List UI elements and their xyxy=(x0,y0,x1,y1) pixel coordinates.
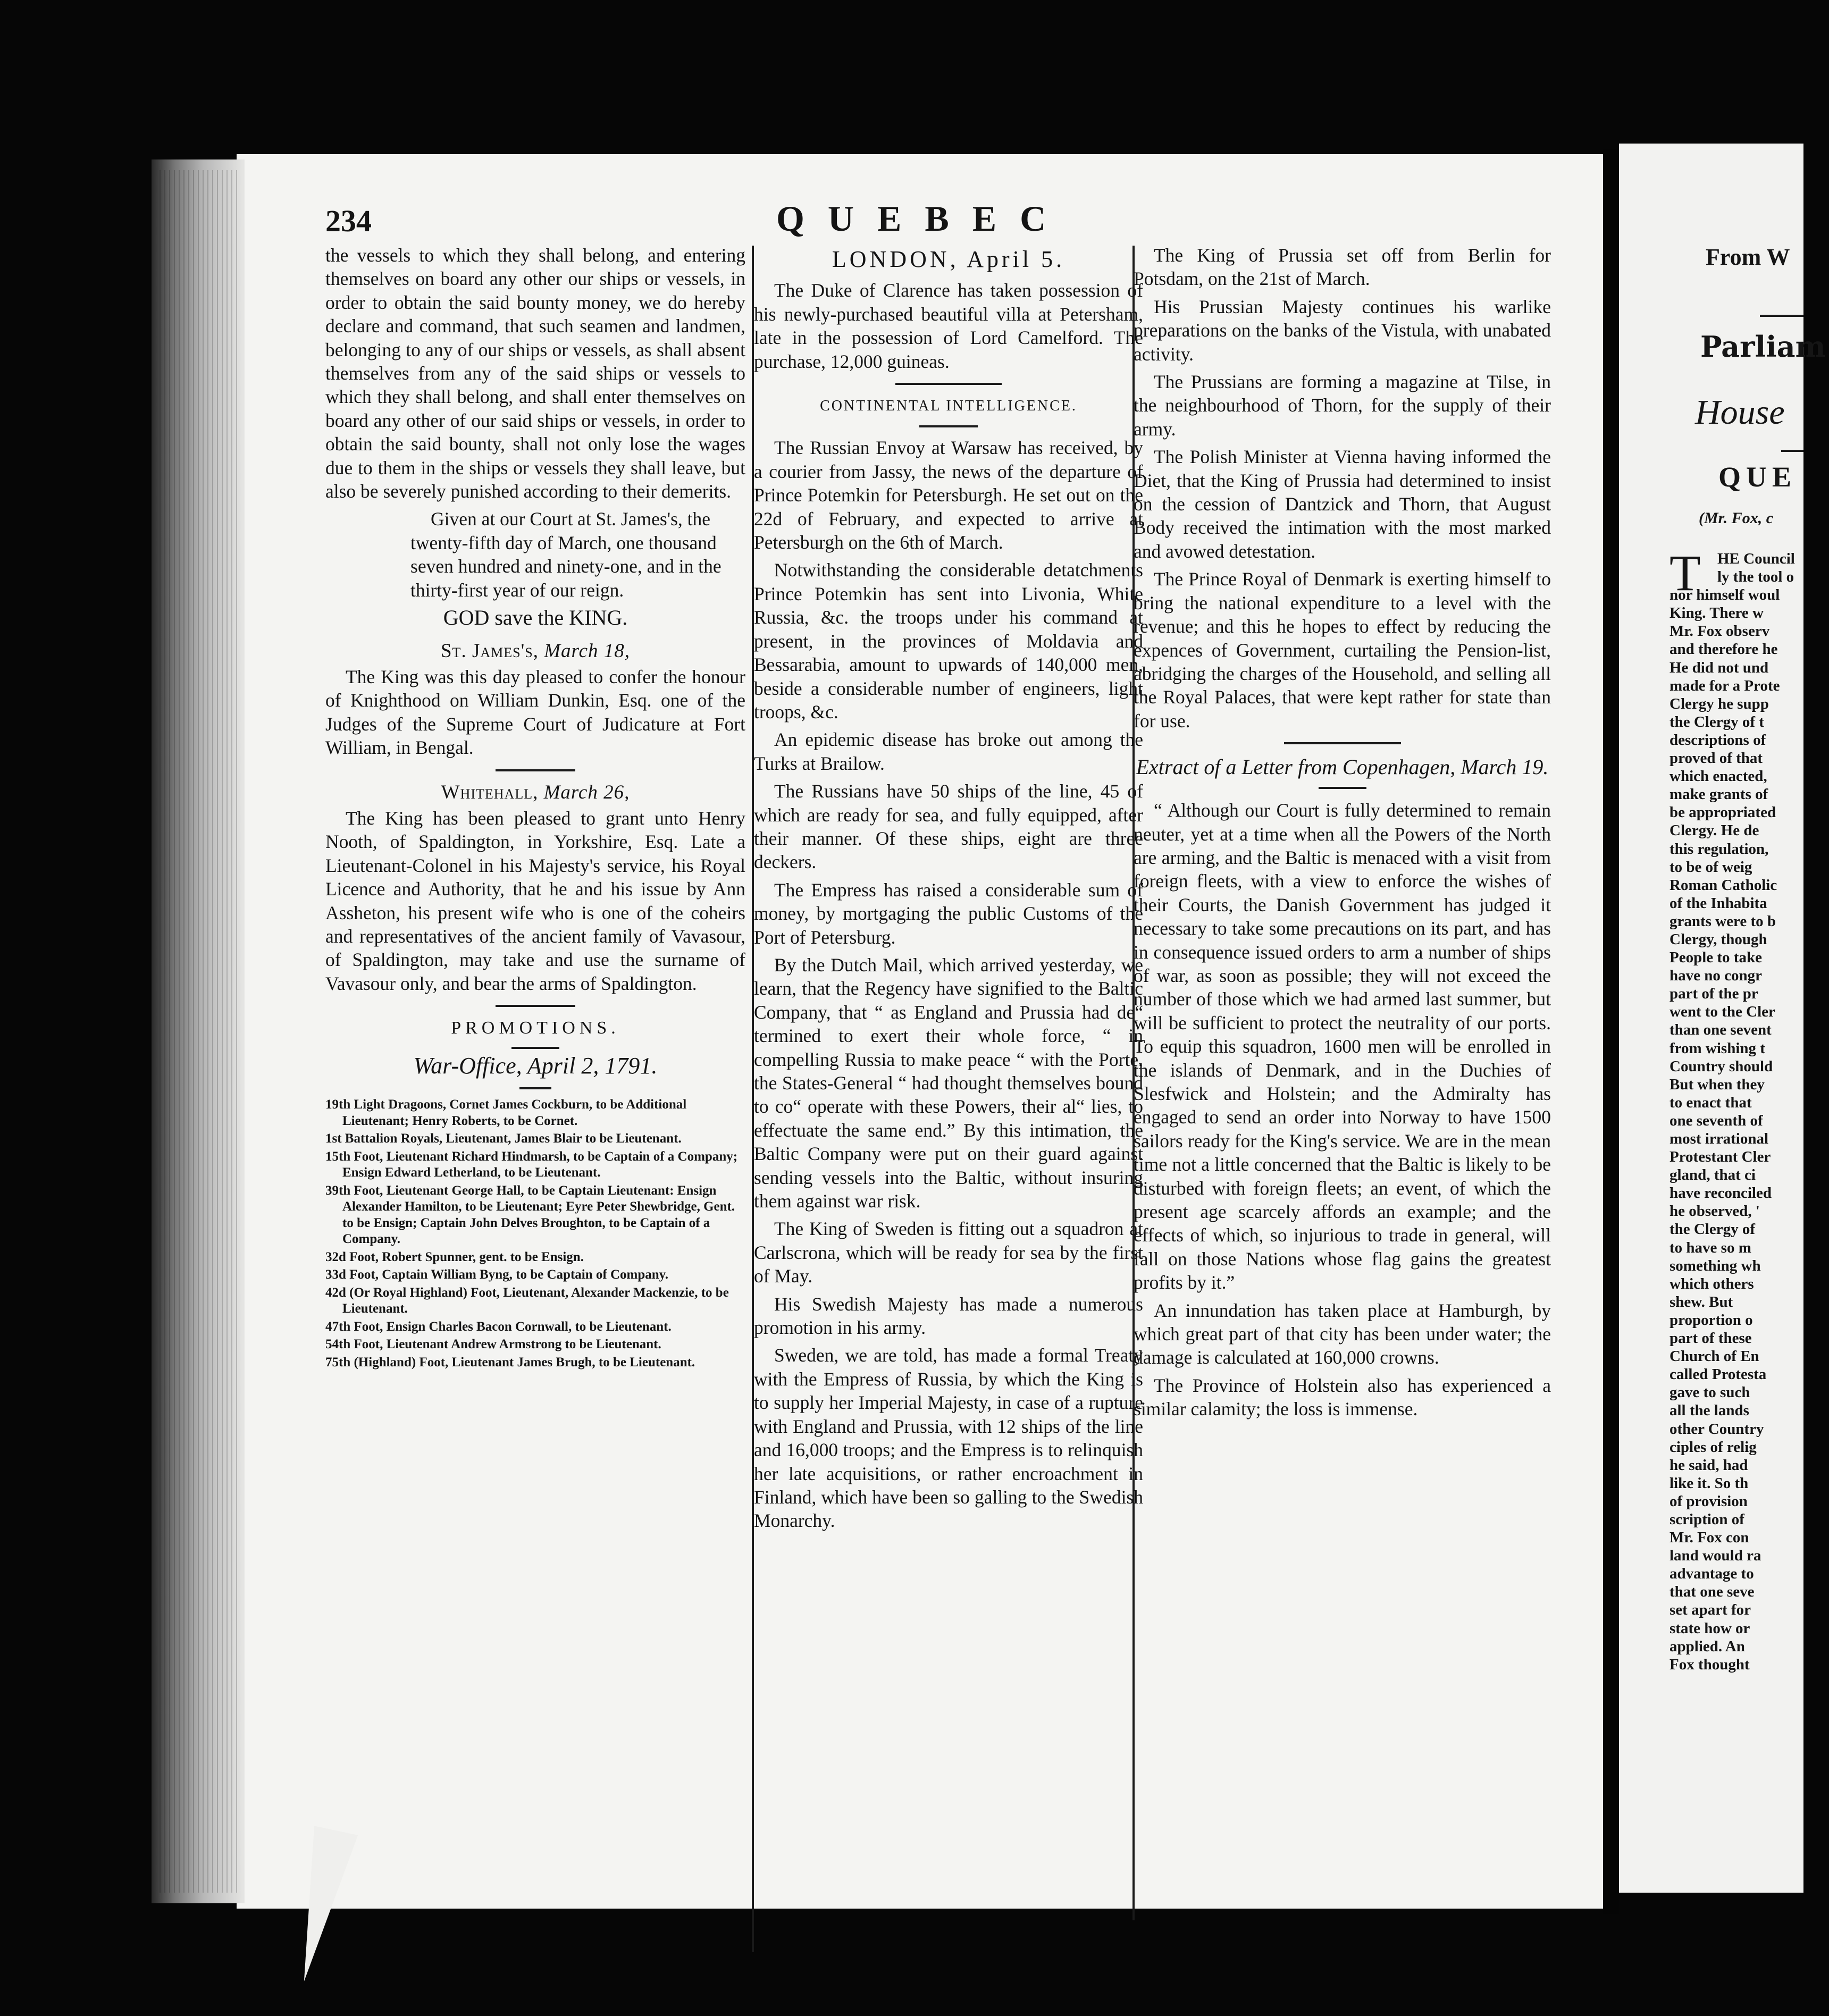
facing-page-line: went to the Cler xyxy=(1669,1003,1775,1021)
section-rule xyxy=(895,383,1002,385)
facing-page-line: called Protesta xyxy=(1669,1366,1767,1383)
facing-page-line: Clergy. He de xyxy=(1669,822,1759,839)
facing-page-line: which enacted, xyxy=(1669,768,1767,785)
facing-page-line: make grants of xyxy=(1669,786,1768,803)
continental-paragraph: The King of Sweden is fitting out a squadron at Carlscrona, which will be ready for sea by the first of May. xyxy=(754,1218,1143,1287)
continental-paragraph: An epidemic disease has broke out among the Turks at Brailow. xyxy=(754,729,1143,774)
facing-page-rule xyxy=(1781,450,1803,452)
page-divider xyxy=(1603,149,1619,1914)
promotion-item: 19th Light Dragoons, Cornet James Cockburn, to be Additional Lieutenant; Henry Roberts, to be Cornet. xyxy=(325,1097,687,1128)
column-1 xyxy=(325,243,745,1372)
facing-page-line: ciples of relig xyxy=(1669,1438,1757,1456)
news-paragraph: His Prussian Majesty continues his warlike preparations on the banks of the Vistula, with unabated activity. xyxy=(1134,296,1551,365)
facing-page-line: made for a Prote xyxy=(1669,677,1780,694)
facing-page-line: ly the tool o xyxy=(1717,568,1794,586)
facing-page-line: and therefore he xyxy=(1669,641,1778,658)
promotion-item: 54th Foot, Lieutenant Andrew Armstrong to be Lieutenant. xyxy=(325,1337,661,1351)
continental-paragraph: The Russian Envoy at Warsaw has received, by a courier from Jassy, the news of the departure of Prince Potemkin for Petersburgh. He set out on the 22d of February, and expected to arrive at Petersburgh on the 6th of March. xyxy=(754,437,1143,553)
stjames-dateline xyxy=(325,640,745,663)
facing-page-line: be appropriated xyxy=(1669,804,1776,821)
section-rule xyxy=(1284,742,1401,744)
facing-page-line: he said, had xyxy=(1669,1456,1748,1474)
facing-page-line: have no congr xyxy=(1669,967,1762,985)
facing-page-body xyxy=(1669,544,1829,1674)
whitehall-notice: The King has been pleased to grant unto Henry Nooth, of Spaldington, in Yorkshire, Esq. Late a Lieutenant-Colonel in his Majesty's service, his Royal Licence and Authority, that he and his issue by Ann Assheton, his present wife who is one of the coheirs and representatives of the ancient family of Vavasour, of Spaldington, may take and use the surname of Vavasour only, and bear the arms of Spaldington. xyxy=(325,807,745,994)
continental-paragraph: His Swedish Majesty has made a numerous promotion in his army. xyxy=(754,1293,1143,1339)
section-rule xyxy=(919,425,978,427)
facing-page-line: other Country xyxy=(1669,1420,1764,1438)
facing-page-line: Clergy he supp xyxy=(1669,695,1769,712)
facing-page-line: proportion o xyxy=(1669,1311,1753,1329)
facing-page-line: most irrational xyxy=(1669,1130,1769,1147)
facing-page-line: proved of that xyxy=(1669,750,1763,767)
facing-page-line: People to take xyxy=(1669,949,1762,967)
facing-page-line: this regulation, xyxy=(1669,840,1769,858)
stjames-notice: The King was this day pleased to confer the honour of Knighthood on William Dunkin, Esq. one of the Judges of the Supreme Court of Judicature at Fort William, in Bengal. xyxy=(325,666,745,759)
news-paragraph: The Province of Holstein also has experienced a similar calamity; the loss is immense. xyxy=(1134,1374,1551,1420)
facing-page-line: But when they xyxy=(1669,1076,1765,1093)
promotion-item: 42d (Or Royal Highland) Foot, Lieutenant, Alexander Mackenzie, to be Lieutenant. xyxy=(325,1285,729,1316)
news-paragraph: The Polish Minister at Vienna having informed the Diet, that the King of Prussia had determined to insist on the cession of Dantzick and Thorn, that August Body received the intimation with the most marked and avowed detestation. xyxy=(1134,446,1551,562)
continental-heading: CONTINENTAL INTELLIGENCE. xyxy=(820,398,1077,415)
proclamation-continuation: the vessels to which they shall belong, and entering themselves on board any other our ships or vessels, in order to obtain the said bounty money, we do hereby declare and command, that such seamen and landmen, belonging to any of our ships or vessels, as shall absent themselves from any of the said ships or vessels to which they shall belong, and shall enter themselves on board any other of our said ships or vessels, in order to obtain the said bounty, shall not only lose the wages due to them in the ships or vessels they shall leave, but also be severely punished according to their demerits. xyxy=(325,245,745,502)
facing-page-parliament: Parliam xyxy=(1700,330,1826,364)
facing-page-line: gave to such xyxy=(1669,1384,1750,1401)
war-office-dateline: War-Office, April 2, 1791. xyxy=(413,1052,658,1079)
facing-page-line: descriptions of xyxy=(1669,731,1766,749)
facing-page-line: state how or xyxy=(1669,1619,1750,1637)
facing-page-line: Fox thought xyxy=(1669,1656,1750,1673)
facing-page-drop-cap: T xyxy=(1669,544,1701,601)
london-dateline: LONDON, April 5. xyxy=(832,246,1065,272)
facing-page-line: of provision xyxy=(1669,1492,1748,1510)
facing-page-rule xyxy=(1760,315,1803,317)
extract-heading: Extract of a Letter from Copenhagen, March 19. xyxy=(1136,755,1549,779)
facing-page-line: that one seve xyxy=(1669,1583,1755,1601)
section-rule xyxy=(519,1087,551,1089)
facing-page-line: like it. So th xyxy=(1669,1474,1749,1492)
continental-paragraph: The Russians have 50 ships of the line, 45 of which are ready for sea, and fully equipped, after their manner. Of these ships, eight are three deckers. xyxy=(754,780,1143,873)
page-edges xyxy=(160,170,239,1893)
facing-page-line: to be of weig xyxy=(1669,858,1752,876)
whitehall-date: March 26, xyxy=(543,781,630,803)
facing-page-line: part of the pr xyxy=(1669,985,1758,1003)
stjames-place: St. James's, xyxy=(440,640,539,662)
facing-page-line: than one sevent xyxy=(1669,1021,1772,1039)
facing-page-line: HE Council xyxy=(1717,550,1795,567)
section-rule xyxy=(1319,787,1366,789)
facing-page-line: gland, that ci xyxy=(1669,1166,1756,1184)
proclamation-given: Given at our Court at St. James's, the twenty-fifth day of March, one thousand seven hundred and ninety-one, and in the thirty-first year of our reign. xyxy=(410,508,721,601)
god-save-the-king: GOD save the KING. xyxy=(443,606,628,630)
facing-page-line: something wh xyxy=(1669,1257,1761,1274)
clarence-paragraph: The Duke of Clarence has taken possession of his newly-purchased beautiful villa at Petersham, late in the possession of Lord Camelford. The purchase, 12,000 guineas. xyxy=(754,280,1143,372)
facing-page-line: shew. But xyxy=(1669,1293,1733,1311)
section-rule xyxy=(496,769,575,771)
facing-page-speaker: (Mr. Fox, c xyxy=(1699,509,1774,527)
facing-page-line: nor himself woul xyxy=(1669,586,1780,604)
stjames-date: March 18, xyxy=(544,640,630,662)
promotions-heading: PROMOTIONS. xyxy=(451,1018,620,1038)
facing-page-line: advantage to xyxy=(1669,1565,1754,1583)
facing-page-line: Mr. Fox con xyxy=(1669,1529,1749,1547)
promotion-item: 75th (Highland) Foot, Lieutenant James Brugh, to be Lieutenant. xyxy=(325,1355,695,1370)
facing-page-line: all the lands xyxy=(1669,1402,1749,1419)
facing-page-line: Clergy, though xyxy=(1669,930,1767,948)
news-paragraph: The Prussians are forming a magazine at Tilse, in the neighbourhood of Thorn, for the supply of their army. xyxy=(1134,371,1551,440)
facing-page-que: QUE xyxy=(1718,461,1797,493)
continental-paragraph: By the Dutch Mail, which arrived yesterday, we learn, that the Regency have signified to the Baltic Company, that “ as England and Prussia had de“ termined to exert their whole force, “ in compelling Russia to make peace “ with the Porte, the States-General “ had thought themselves bound to co“ operate with these Powers, their al“ lies, to effectuate the same end.” By this intimation, the Baltic Company were put on their guard against sending vessels into the Baltic, without insuring them against war risk. xyxy=(754,954,1143,1212)
facing-page-line: from wishing t xyxy=(1669,1039,1765,1057)
promotion-item: 47th Foot, Ensign Charles Bacon Cornwall, to be Lieutenant. xyxy=(325,1319,672,1334)
facing-page-line: the Clergy of xyxy=(1669,1221,1756,1238)
whitehall-dateline xyxy=(325,781,745,804)
facing-page-line: which others xyxy=(1669,1275,1754,1292)
facing-page-header: From W xyxy=(1706,244,1790,270)
facing-page-line: King. There w xyxy=(1669,604,1764,622)
promotion-item: 15th Foot, Lieutenant Richard Hindmarsh, to be Captain of a Company; Ensign Edward Letherland, to be Lieutenant. xyxy=(325,1149,738,1180)
news-paragraph: The Prince Royal of Denmark is exerting himself to bring the national expenditure to a level with the revenue; and this he hopes to effect by reducing the expences of Government, curtailing the Pension-list, abridging the charges of the Household, and selling all the Royal Palaces, that were kept rather for state than for use. xyxy=(1134,568,1551,732)
facing-page-line: Mr. Fox observ xyxy=(1669,623,1770,640)
promotion-item: 32d Foot, Robert Spunner, gent. to be Ensign. xyxy=(325,1249,584,1264)
promotion-item: 39th Foot, Lieutenant George Hall, to be Captain Lieutenant: Ensign Alexander Hamilton, to be Lieutenant; Eyre Peter Shewbridge, Gent. to be Ensign; Captain John Delves Broughton, to be Captain of a Company. xyxy=(325,1183,735,1246)
facing-page-line: Protestant Cler xyxy=(1669,1148,1771,1166)
column-3 xyxy=(1134,243,1551,1425)
continental-paragraph: The Empress has raised a considerable sum of money, by mortgaging the public Customs of the Port of Petersburg. xyxy=(754,879,1143,948)
facing-page-line: of the Inhabita xyxy=(1669,894,1767,912)
news-paragraph: An innundation has taken place at Hamburgh, by which great part of that city has been under water; the damage is calculated at 160,000 crowns. xyxy=(1134,1299,1551,1368)
whitehall-place: Whitehall, xyxy=(441,781,539,803)
page-number: 234 xyxy=(325,204,372,238)
section-rule xyxy=(511,1047,559,1049)
section-rule xyxy=(496,1005,575,1007)
facing-page-line: Country should xyxy=(1669,1057,1773,1075)
promotion-item: 33d Foot, Captain William Byng, to be Captain of Company. xyxy=(325,1267,669,1282)
facing-page-house: House xyxy=(1695,393,1785,432)
facing-page-line: part of these xyxy=(1669,1330,1752,1347)
column-2 xyxy=(754,243,1143,1537)
facing-page-line: the Clergy of t xyxy=(1669,713,1764,730)
facing-page-line: scription of xyxy=(1669,1510,1744,1528)
facing-page-line: to enact that xyxy=(1669,1094,1752,1111)
promotions-list xyxy=(325,1097,745,1371)
continental-paragraph: Notwithstanding the considerable detatchments Prince Potemkin has sent into Livonia, White Russia, &c. the troops under his command at present, in the provinces of Moldavia and Bessarabia, amount to upwards of 140,000 men, beside a considerable number of engineers, light troops, &c. xyxy=(754,559,1143,723)
continental-paragraph: Sweden, we are told, has made a formal Treaty with the Empress of Russia, by which the King is to supply her Imperial Majesty, in case of a rupture with England and Prussia, with 12 ships of the line and 16,000 troops; and the Empress is to relinquish her late acquisitions, or rather encroachment in Finland, which have been so galling to the Swedish Monarchy. xyxy=(754,1345,1143,1532)
facing-page-line: Roman Catholic xyxy=(1669,876,1777,894)
facing-page-line: have reconciled xyxy=(1669,1185,1772,1202)
facing-page-line: one seventh of xyxy=(1669,1112,1763,1129)
facing-page-line: He did not und xyxy=(1669,659,1769,676)
facing-page-line: land would ra xyxy=(1669,1547,1761,1565)
copenhagen-letter: “ Although our Court is fully determined to remain neuter, yet at a time when all the Powers of the North are arming, and the Baltic is menaced with a visit from foreign fleets, with a view to enforce the wishes of their Courts, the Danish Government has judged it necessary to take some precautions on its part, and has in consequence issued orders to arm a number of ships of war, as soon as possible; they will not exceed the number of those which we had armed last summer, but will be sufficient to protect the neutrality of our ports. To equip this squadron, 1600 men will be enrolled in the islands of Denmark, and in the Duchies of Slesfwick and Holstein; and the Admiralty has engaged to send an order into Norway to have 1500 sailors ready for the King's service. We are in the mean time not a little concerned that the Baltic is likely to be disturbed with foreign fleets; an event, of which the present age scarcely affords an example; and the effects of which, so injurious to trade in general, will fall on those Nations whose flag gains the greatest profits by it.” xyxy=(1134,800,1551,1293)
facing-page-line: Church of En xyxy=(1669,1348,1759,1365)
news-paragraph: The King of Prussia set off from Berlin for Potsdam, on the 21st of March. xyxy=(1134,245,1551,290)
promotion-item: 1st Battalion Royals, Lieutenant, James Blair to be Lieutenant. xyxy=(325,1131,682,1146)
facing-page-line: grants were to b xyxy=(1669,912,1776,930)
facing-page-line: to have so m xyxy=(1669,1239,1751,1256)
facing-page-line: he observed, ' xyxy=(1669,1203,1760,1220)
masthead-title: QUEBEC xyxy=(776,198,1070,239)
facing-page-line: set apart for xyxy=(1669,1601,1751,1619)
facing-page-line: applied. An xyxy=(1669,1637,1745,1655)
